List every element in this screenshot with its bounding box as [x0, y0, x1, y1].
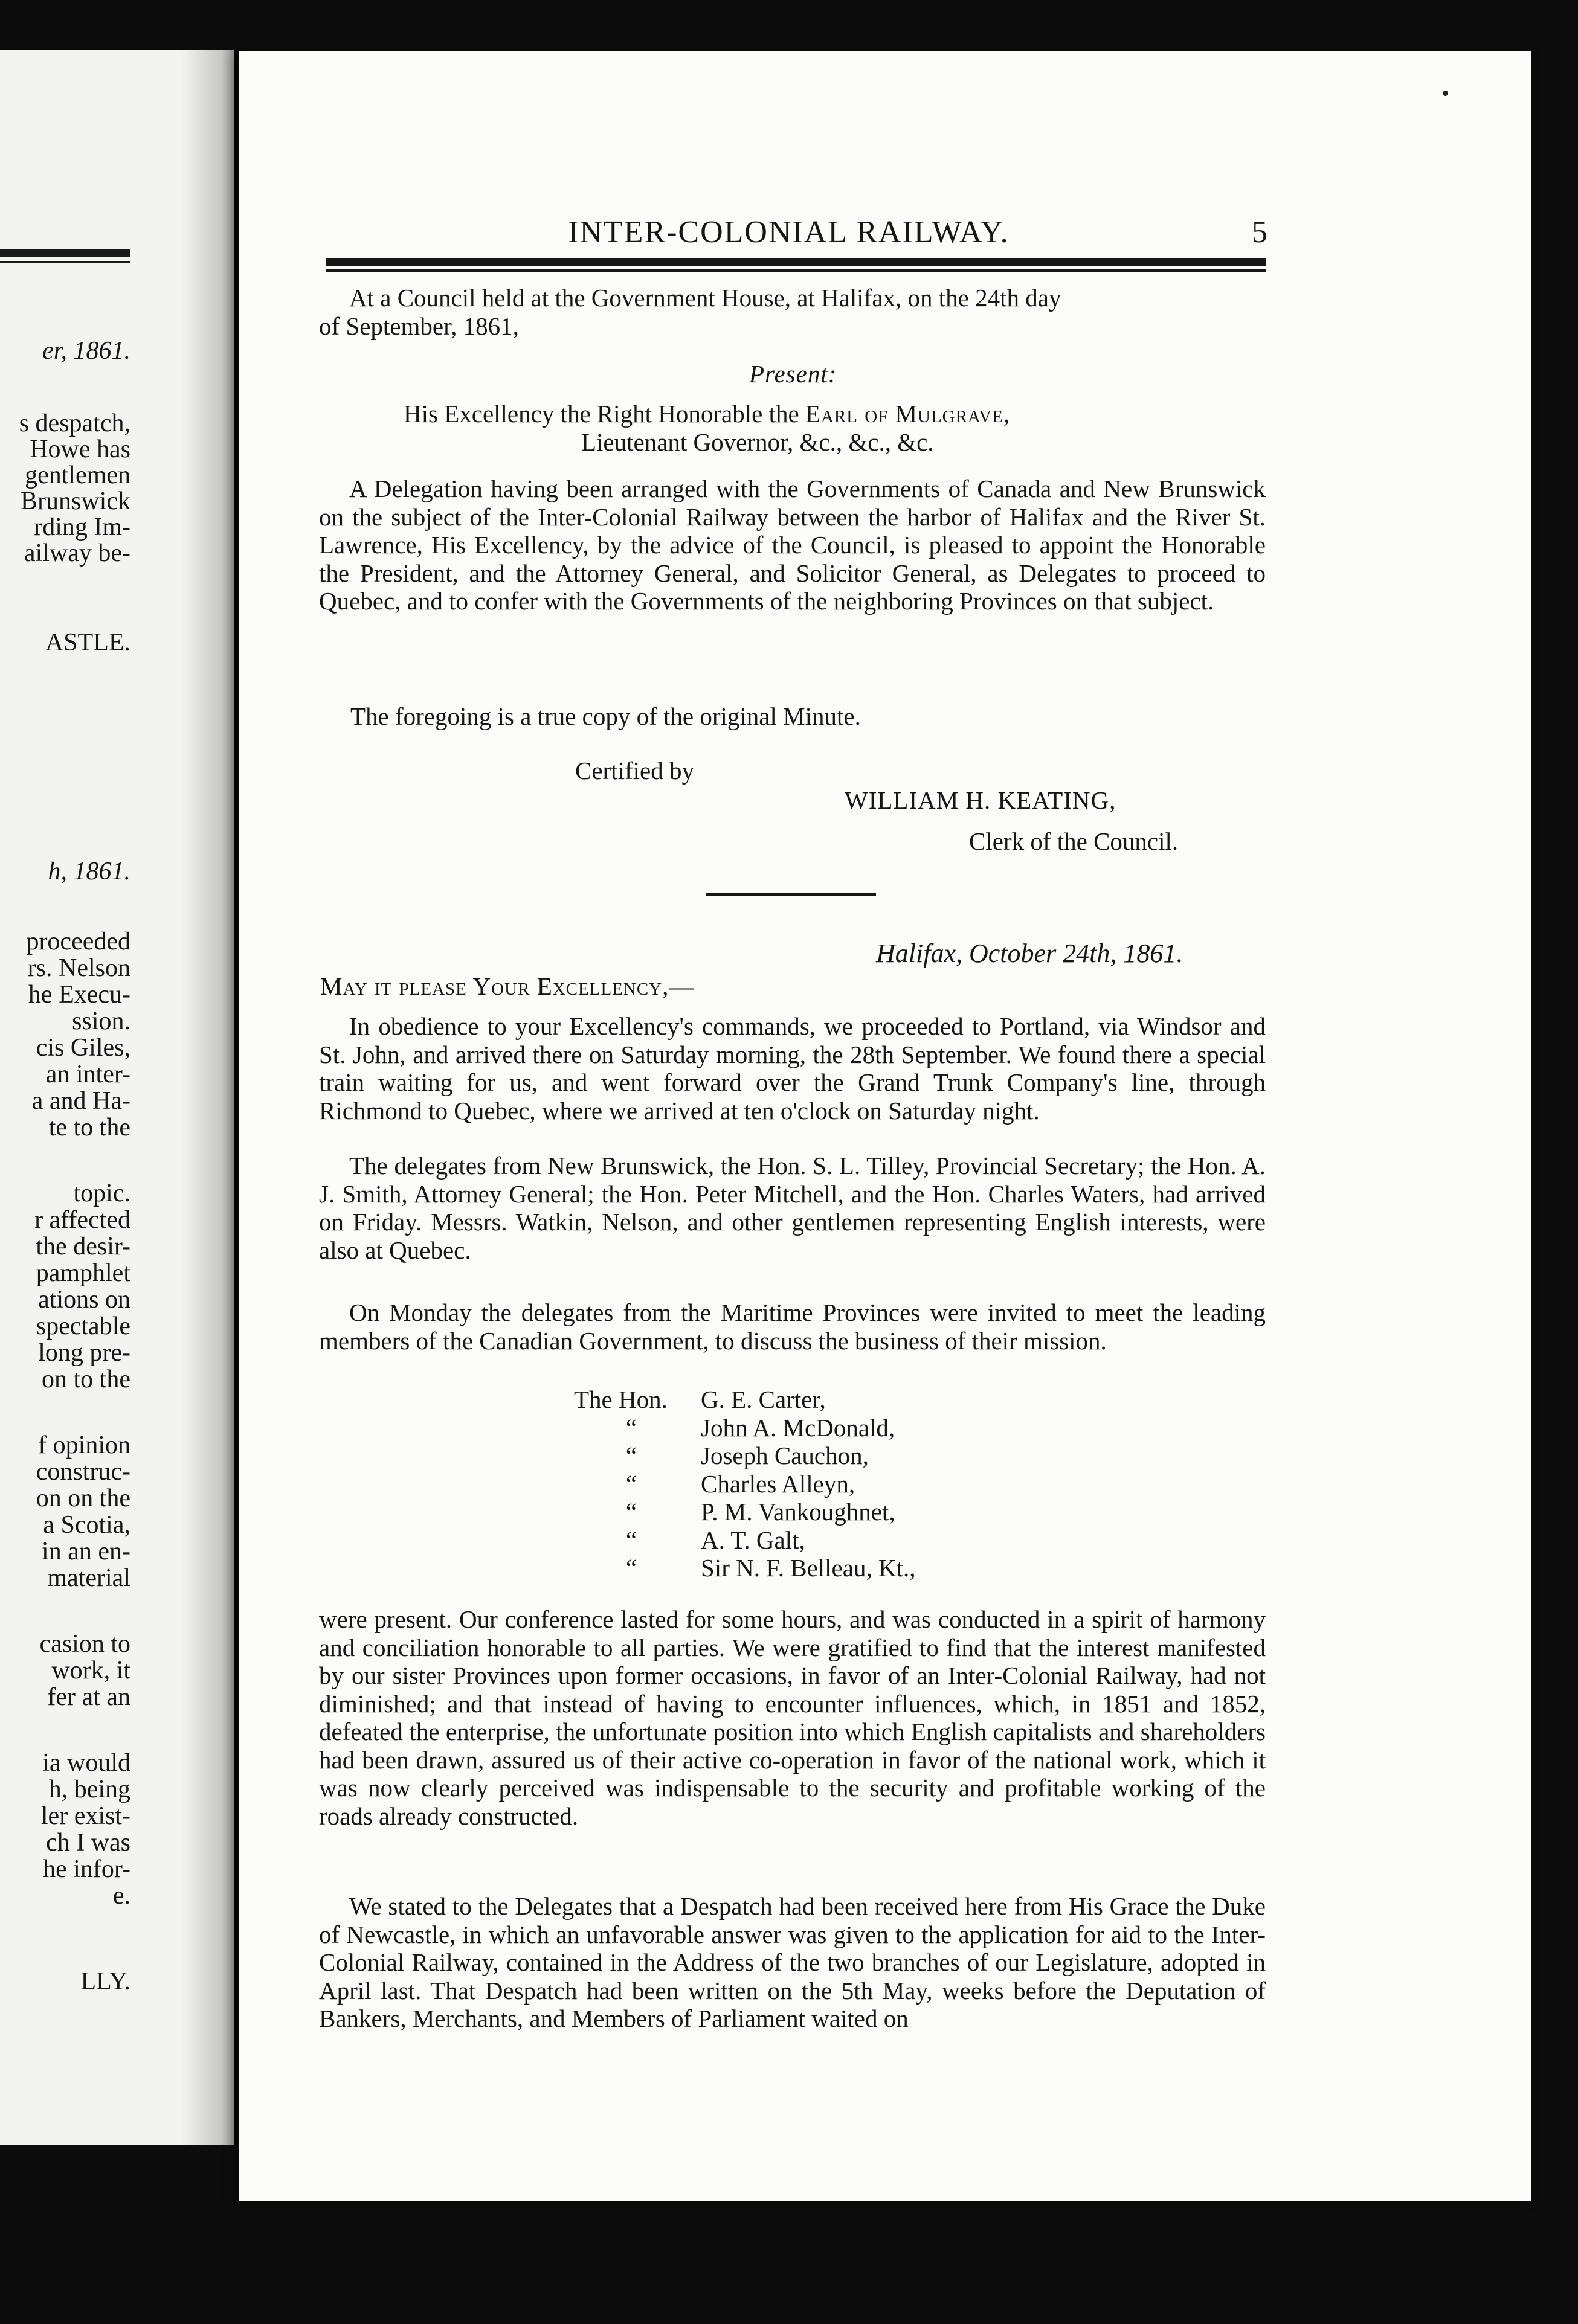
facing-page-line: r affected — [34, 1206, 130, 1234]
ditto-mark: “ — [625, 1469, 637, 1498]
ditto-mark: “ — [625, 1498, 637, 1526]
list-lead: The Hon. — [574, 1385, 668, 1413]
facing-page-line: casion to — [39, 1630, 130, 1658]
para3-text: On Monday the delegates from the Maritime Provinces were invited to meet the leading members of the Canadian Government, to discuss the business of their mission. — [319, 1298, 1266, 1355]
facing-page-rule — [0, 249, 130, 263]
present-heading: Present: — [749, 360, 837, 388]
facing-page-line: material — [47, 1564, 130, 1592]
para4-text: were present. Our conference lasted for some hours, and was conducted in a spirit of harmony and conciliation honorable to all parties. We were gratified to find that the interest manifested by our sister Provinces upon former occasions, in favor of an Inter-Colonial Railway, had not diminished; and that instead of having to encounter influences, which, in 1851 and 1852, defeated the enterprise, the unfortunate position into which English capitalists and shareholders had been drawn, assured us of their active co-operation in favor of the national work, which it was now clearly perceived was indispensable to the security and profitable working of the roads already constructed. — [319, 1605, 1266, 1830]
facing-page-line: Brunswick — [21, 487, 130, 515]
document-page — [239, 51, 1531, 2201]
running-title: INTER-COLONIAL RAILWAY. — [568, 215, 1010, 249]
para2-text: The delegates from New Brunswick, the Hon. S. L. Tilley, Provincial Secretary; the Hon. A. J. Smith, Attorney General; the Hon. Peter Mitchell, and the Hon. Charles Waters, had arrived on Friday. Messrs. Watkin, Nelson, and other gentlemen representing English interests, were also at Quebec. — [319, 1152, 1266, 1264]
letter-paragraph-4 — [319, 1605, 1266, 1830]
facing-page-line: on on the — [36, 1485, 130, 1512]
facing-page-line: ASTLE. — [45, 629, 130, 656]
facing-page-line: long pre- — [38, 1339, 130, 1367]
ditto-mark: “ — [625, 1442, 637, 1469]
facing-page-line: rs. Nelson — [27, 954, 130, 982]
page-gutter — [181, 50, 248, 2145]
facing-page-line: an inter- — [45, 1061, 130, 1088]
earl-of-mulgrave: Earl of Mulgrave, — [805, 400, 1011, 428]
member-name: Joseph Cauchon, — [701, 1442, 869, 1469]
facing-page-line: a Scotia, — [43, 1511, 130, 1539]
ditto-mark: “ — [625, 1526, 637, 1554]
page-number: 5 — [1252, 215, 1269, 249]
facing-page-line: ch I was — [46, 1829, 130, 1857]
council-line-2: of September, 1861, — [319, 312, 519, 340]
facing-page-line: s despatch, — [19, 409, 130, 437]
member-name: John A. McDonald, — [701, 1413, 895, 1442]
facing-page-line: the desir- — [36, 1233, 130, 1260]
facing-page-line: Howe has — [30, 435, 130, 463]
letter-salutation: May it please Your Excellency,— — [320, 972, 695, 1000]
letter-paragraph-2 — [319, 1152, 1266, 1264]
facing-page-line: gentlemen — [25, 461, 130, 489]
facing-page-line: h, 1861. — [48, 858, 130, 885]
excellency-line-2: Lieutenant Governor, &c., &c., &c. — [581, 428, 934, 456]
excellency-text: His Excellency the Right Honorable the — [404, 400, 805, 428]
signatory-title: Clerk of the Council. — [969, 827, 1179, 855]
letter-paragraph-3 — [319, 1298, 1266, 1355]
signatory-name: WILLIAM H. KEATING, — [845, 786, 1116, 814]
facing-page-line: ations on — [38, 1286, 130, 1314]
facing-page-line: topic. — [73, 1180, 130, 1207]
member-name: Charles Alleyn, — [701, 1469, 855, 1498]
para1-text: In obedience to your Excellency's commands, we proceeded to Portland, via Windsor and St. John, and arrived there on Saturday morning, the 28th September. We found there a special train waiting for us, and went forward over the Grand Trunk Company's line, through Richmond to Quebec, where we arrived at ten o'clock on Saturday night. — [319, 1012, 1266, 1125]
facing-page-line: pamphlet — [36, 1259, 130, 1287]
print-speck — [1443, 91, 1448, 96]
facing-page-line: ia would — [42, 1749, 130, 1777]
facing-page-line: work, it — [51, 1657, 130, 1684]
facing-page-line: construc- — [36, 1458, 130, 1486]
council-opening — [319, 284, 1266, 340]
member-name: G. E. Carter, — [701, 1385, 826, 1413]
letter-dateline: Halifax, October 24th, 1861. — [876, 939, 1184, 968]
council-line-1: At a Council held at the Government House, at Halifax, on the 24th day — [349, 284, 1061, 312]
member-name: Sir N. F. Belleau, Kt., — [701, 1554, 916, 1582]
facing-page-line: er, 1861. — [42, 337, 130, 365]
delegation-paragraph — [319, 475, 1266, 615]
excellency-line-1 — [404, 400, 1010, 428]
facing-page-line: a and Ha- — [31, 1087, 130, 1115]
facing-page-line: on to the — [42, 1366, 130, 1393]
facing-page-line: fer at an — [47, 1683, 130, 1711]
facing-page-line: ssion. — [72, 1007, 130, 1035]
section-divider — [706, 893, 876, 896]
facing-page-line: e. — [112, 1882, 130, 1910]
delegation-text: A Delegation having been arranged with the Governments of Canada and New Brunswick on the subject of the Inter-Colonial Railway between the harbor of Halifax and the River St. Lawrence, His Excellency, by the advice of the Council, is pleased to appoint the Honorable the President, and the Attorney General, and Solicitor General, as Delegates to proceed to Quebec, and to confer with the Governments of the neighboring Provinces on that subject. — [319, 475, 1266, 615]
facing-page-line: cis Giles, — [36, 1034, 130, 1062]
facing-page-line: LLY. — [80, 1968, 130, 1995]
facing-page-line: h, being — [48, 1776, 130, 1803]
ditto-mark: “ — [625, 1554, 637, 1582]
facing-page-line: he infor- — [43, 1855, 130, 1883]
true-copy-line: The foregoing is a true copy of the original Minute. — [350, 702, 861, 730]
member-name: P. M. Vankoughnet, — [701, 1498, 895, 1526]
letter-paragraph-5 — [319, 1892, 1266, 2033]
facing-page-line: ler exist- — [40, 1802, 130, 1830]
facing-page-line: f opinion — [38, 1431, 130, 1459]
facing-page-line: ailway be- — [24, 539, 130, 567]
facing-page-line: proceeded — [26, 928, 130, 955]
header-rule — [326, 258, 1266, 272]
facing-page-line: rding Im- — [34, 513, 130, 541]
facing-page-line: spectable — [36, 1312, 130, 1340]
facing-page-line: he Execu- — [28, 981, 130, 1009]
facing-page-line: in an en- — [42, 1538, 130, 1565]
para5-text: We stated to the Delegates that a Despatch had been received here from His Grace the Duke of Newcastle, in which an unfavorable answer was given to the application for aid to the Inter-Colonial Railway, contained in the Address of the two branches of our Legislature, adopted in April last. That Despatch had been written on the 5th May, weeks before the Deputation of Bankers, Merchants, and Members of Parliament waited on — [319, 1892, 1266, 2032]
member-name: A. T. Galt, — [701, 1526, 805, 1554]
ditto-mark: “ — [625, 1413, 637, 1442]
facing-page-line: te to the — [48, 1114, 130, 1141]
certified-by: Certified by — [575, 757, 694, 785]
letter-paragraph-1 — [319, 1012, 1266, 1125]
